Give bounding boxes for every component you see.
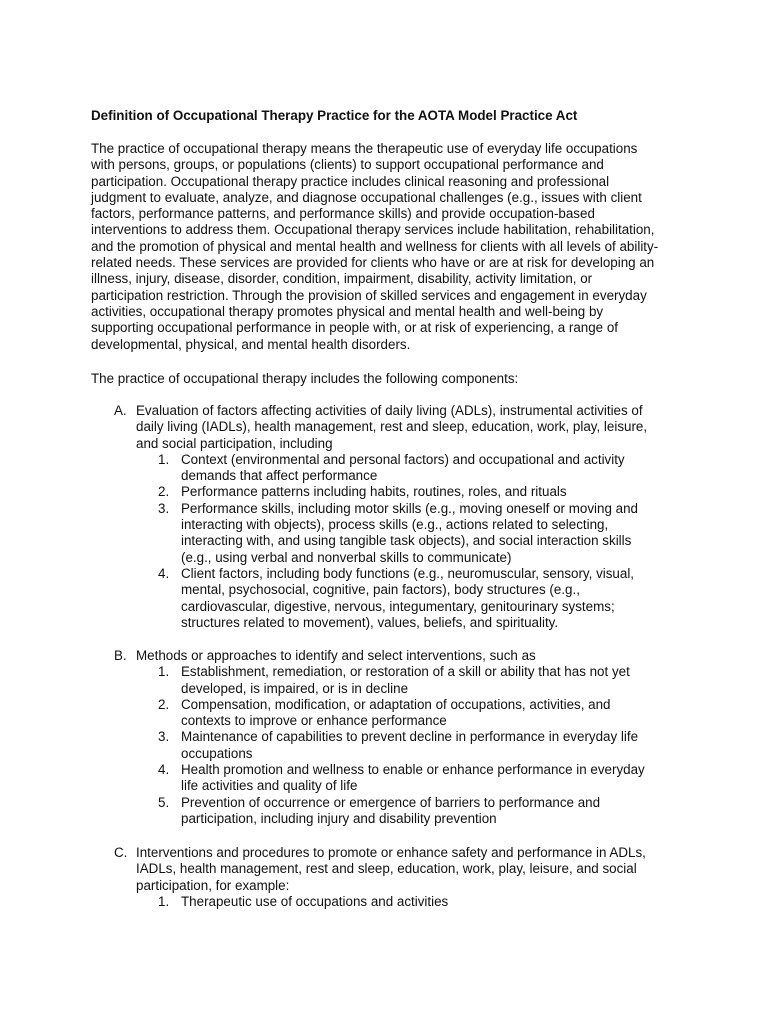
item-line: Performance skills, including motor skills (e.g., moving oneself or moving and xyxy=(181,500,638,516)
item-number: 4. xyxy=(158,565,170,581)
item-line: life activities and quality of life xyxy=(181,778,358,794)
components-lead: The practice of occupational therapy includes the following components: xyxy=(91,371,519,386)
numbered-list xyxy=(114,894,674,910)
item-line: contexts to improve or enhance performance xyxy=(181,713,447,729)
intro-paragraph xyxy=(91,141,671,353)
list-item xyxy=(114,762,674,795)
item-line: (e.g., using verbal and nonverbal skills to communicate) xyxy=(181,549,512,565)
item-line: mental, psychosocial, cognitive, pain factors), body structures (e.g., xyxy=(181,582,580,598)
item-line: cardiovascular, digestive, nervous, integumentary, genitourinary systems; xyxy=(181,598,615,614)
section-letter: C. xyxy=(114,845,128,860)
item-number: 3. xyxy=(158,729,170,745)
item-number: 2. xyxy=(158,484,170,500)
item-line: Context (environmental and personal factors) and occupational and activity xyxy=(181,451,625,467)
item-number: 3. xyxy=(158,500,170,516)
item-number: 1. xyxy=(158,893,170,909)
intro-line: The practice of occupational therapy means the therapeutic use of everyday life occupations xyxy=(91,141,638,156)
numbered-list xyxy=(114,452,674,631)
section-line: daily living (IADLs), health management, rest and sleep, education, work, play, leisure, xyxy=(136,419,648,435)
item-line: developed, is impaired, or is in decline xyxy=(181,680,409,696)
list-item xyxy=(114,452,674,485)
item-number: 4. xyxy=(158,762,170,778)
item-line: participation, including injury and disability prevention xyxy=(181,810,497,826)
intro-line: interventions to address them. Occupational therapy services include habilitation, rehabilitation, xyxy=(91,222,655,238)
item-line: Health promotion and wellness to enable or enhance performance in everyday xyxy=(181,762,645,778)
item-line: Compensation, modification, or adaptation of occupations, activities, and xyxy=(181,696,611,712)
intro-line: participation restriction. Through the provision of skilled services and engagement in everyday xyxy=(91,287,647,303)
list-item xyxy=(114,664,674,697)
intro-line: judgment to evaluate, analyze, and diagnose occupational challenges (e.g., issues with client xyxy=(91,189,642,205)
section-line: Interventions and procedures to promote or enhance safety and performance in ADLs, xyxy=(136,845,646,860)
list-item xyxy=(114,501,674,566)
list-item xyxy=(114,795,674,828)
list-item xyxy=(114,894,674,910)
item-line: Client factors, including body functions (e.g., neuromuscular, sensory, visual, xyxy=(181,565,635,581)
item-line: occupations xyxy=(181,745,253,761)
item-line: Therapeutic use of occupations and activities xyxy=(181,893,449,909)
intro-line: developmental, physical, and mental health disorders. xyxy=(91,336,411,352)
section-line: and social participation, including xyxy=(136,435,333,451)
section-line: participation, for example: xyxy=(136,877,290,893)
intro-line: supporting occupational performance in people with, or at risk of experiencing, a range of xyxy=(91,320,619,336)
intro-line: with persons, groups, or populations (clients) to support occupational performance and xyxy=(91,157,604,173)
item-number: 5. xyxy=(158,794,170,810)
item-line: Prevention of occurrence or emergence of barriers to performance and xyxy=(181,794,601,810)
item-line: interacting with, and using tangible task objects), and social interaction skills xyxy=(181,533,632,549)
section-heading xyxy=(114,403,674,452)
section-line: IADLs, health management, rest and sleep, education, work, play, leisure, and social xyxy=(136,861,637,877)
item-line: interacting with objects), process skills (e.g., actions related to selecting, xyxy=(181,517,609,533)
intro-line: related needs. These services are provided for clients who have or are at risk for developing an xyxy=(91,255,655,271)
section-letter: B. xyxy=(114,648,127,663)
list-item xyxy=(114,566,674,631)
section-heading xyxy=(114,648,674,664)
item-line: structures related to movement), values, beliefs, and spirituality. xyxy=(181,614,559,630)
numbered-list xyxy=(114,664,674,827)
intro-line: factors, performance patterns, and performance skills) and provide occupation-based xyxy=(91,206,595,222)
intro-line: participation. Occupational therapy practice includes clinical reasoning and professional xyxy=(91,173,610,189)
section-a xyxy=(114,403,674,631)
document-title: Definition of Occupational Therapy Practice for the AOTA Model Practice Act xyxy=(91,108,578,123)
intro-line: and the promotion of physical and mental health and wellness for clients with all levels of ability- xyxy=(91,238,659,254)
section-line: Methods or approaches to identify and select interventions, such as xyxy=(136,648,536,663)
intro-line: illness, injury, disease, disorder, condition, impairment, disability, activity limitation, or xyxy=(91,271,593,287)
item-line: Performance patterns including habits, routines, roles, and rituals xyxy=(181,484,567,500)
list-item xyxy=(114,729,674,762)
item-number: 1. xyxy=(158,451,170,467)
item-number: 1. xyxy=(158,664,170,680)
item-line: Maintenance of capabilities to prevent decline in performance in everyday life xyxy=(181,729,639,745)
list-item xyxy=(114,697,674,730)
list-item xyxy=(114,484,674,500)
item-line: demands that affect performance xyxy=(181,468,378,484)
section-heading xyxy=(114,845,674,894)
section-letter: A. xyxy=(114,403,127,418)
section-b xyxy=(114,648,674,827)
section-line: Evaluation of factors affecting activities of daily living (ADLs), instrumental activities of xyxy=(136,403,643,418)
item-line: Establishment, remediation, or restoration of a skill or ability that has not yet xyxy=(181,664,630,680)
section-c xyxy=(114,845,674,910)
item-number: 2. xyxy=(158,696,170,712)
intro-line: activities, occupational therapy promotes physical and mental health and well-being by xyxy=(91,303,604,319)
